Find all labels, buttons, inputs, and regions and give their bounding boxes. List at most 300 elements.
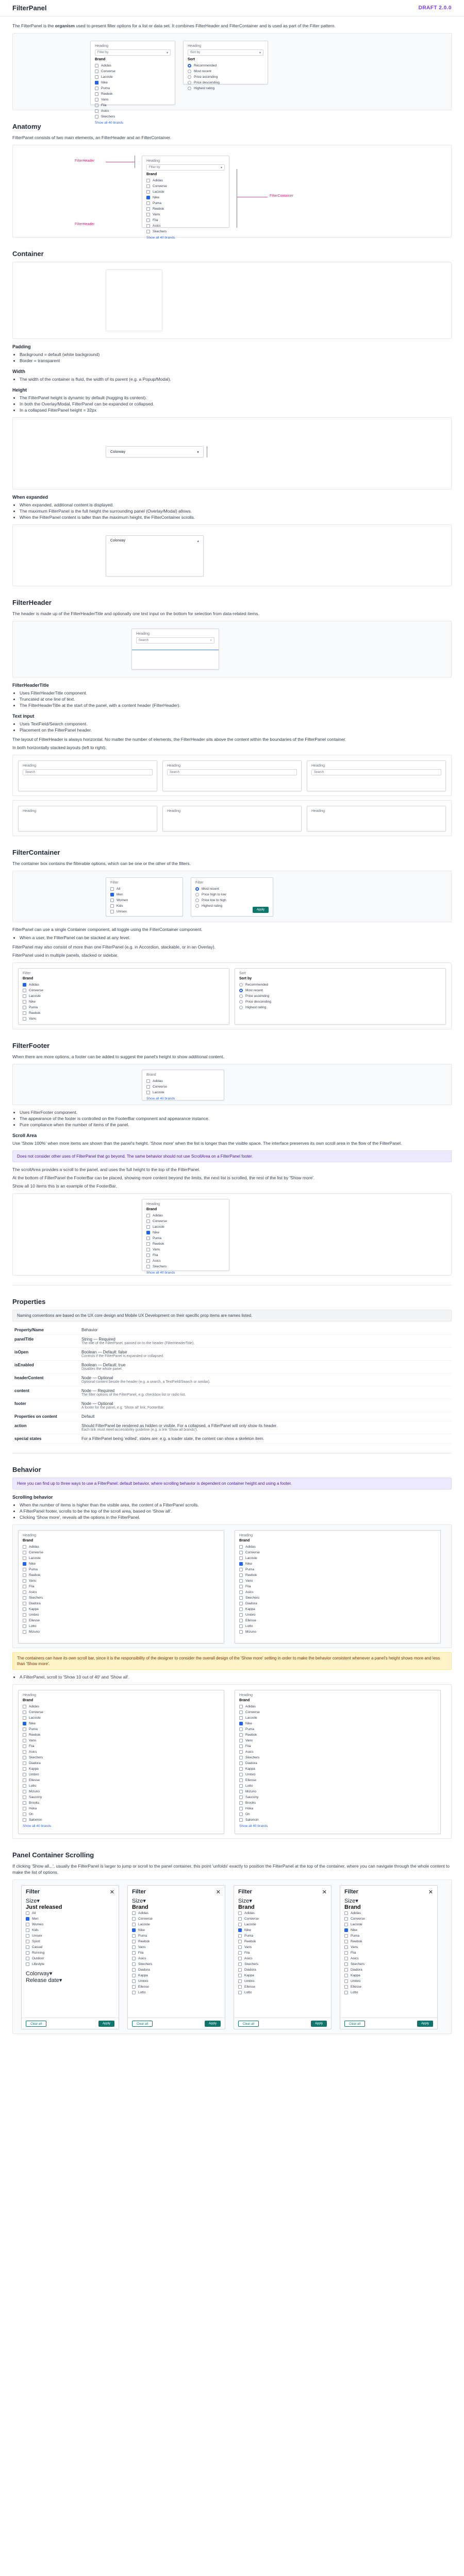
checkbox[interactable]: [23, 1568, 26, 1571]
clear-all-button[interactable]: Clear all: [26, 2021, 46, 2027]
checkbox[interactable]: [23, 1017, 26, 1021]
checkbox-item[interactable]: [239, 1612, 436, 1618]
size-select[interactable]: Size▾: [238, 1898, 252, 1904]
checkbox-item[interactable]: [146, 1235, 225, 1241]
checkbox[interactable]: [344, 1945, 348, 1949]
checkbox-item[interactable]: [132, 1939, 221, 1944]
checkbox-item[interactable]: [146, 189, 225, 195]
checkbox-item[interactable]: [146, 1264, 225, 1269]
radio-button[interactable]: [188, 81, 191, 84]
checkbox[interactable]: [110, 893, 114, 896]
checkbox-item[interactable]: [23, 1612, 220, 1618]
checkbox-item[interactable]: [239, 1783, 436, 1789]
checkbox-item[interactable]: [146, 1078, 220, 1084]
checkbox[interactable]: [344, 1923, 348, 1926]
checkbox-item[interactable]: [239, 1704, 436, 1709]
checkbox[interactable]: [239, 1613, 243, 1617]
checkbox-item[interactable]: [344, 1939, 433, 1944]
checkbox-item[interactable]: [239, 1601, 436, 1606]
checkbox-item[interactable]: [238, 1956, 327, 1961]
checkbox-item[interactable]: [344, 1910, 433, 1916]
checkbox[interactable]: [238, 1974, 242, 1977]
radio-button[interactable]: [239, 989, 243, 992]
checkbox-item[interactable]: [239, 1623, 436, 1629]
checkbox-item[interactable]: [23, 1561, 220, 1567]
checkbox[interactable]: [23, 1784, 26, 1788]
checkbox[interactable]: [23, 1619, 26, 1622]
checkbox[interactable]: [146, 190, 150, 194]
size-select[interactable]: Size▾: [26, 1898, 40, 1904]
apply-button[interactable]: Apply: [98, 2021, 114, 2027]
checkbox-item[interactable]: [23, 1806, 220, 1811]
checkbox-item[interactable]: [238, 1950, 327, 1956]
checkbox[interactable]: [95, 87, 98, 90]
checkbox-item[interactable]: [239, 1629, 436, 1635]
show-more-link[interactable]: Show all 40 brands: [239, 1824, 268, 1828]
checkbox-item[interactable]: [146, 1218, 225, 1224]
checkbox-item[interactable]: [146, 1213, 225, 1218]
radio-button[interactable]: [195, 899, 199, 902]
checkbox[interactable]: [132, 1962, 136, 1966]
checkbox-item[interactable]: [110, 892, 178, 897]
checkbox[interactable]: [26, 1911, 29, 1915]
checkbox[interactable]: [23, 1596, 26, 1600]
checkbox[interactable]: [23, 1739, 26, 1742]
checkbox-item[interactable]: [23, 1005, 225, 1010]
checkbox[interactable]: [23, 1744, 26, 1748]
checkbox-item[interactable]: [23, 993, 225, 999]
checkbox[interactable]: [146, 1231, 150, 1234]
checkbox[interactable]: [23, 1585, 26, 1588]
checkbox-item[interactable]: [239, 1589, 436, 1595]
close-icon[interactable]: ✕: [109, 1889, 114, 1895]
checkbox-item[interactable]: [239, 1550, 436, 1555]
filter-select[interactable]: Filter by ▾: [95, 49, 171, 56]
checkbox-item[interactable]: [95, 103, 171, 108]
checkbox[interactable]: [239, 1585, 243, 1588]
checkbox[interactable]: [146, 230, 150, 233]
checkbox-item[interactable]: [26, 1927, 114, 1933]
checkbox-item[interactable]: [23, 1738, 220, 1743]
checkbox[interactable]: [239, 1739, 243, 1742]
radio-button[interactable]: [188, 75, 191, 79]
checkbox[interactable]: [23, 1556, 26, 1560]
checkbox-item[interactable]: [239, 1732, 436, 1738]
checkbox[interactable]: [95, 104, 98, 107]
checkbox[interactable]: [238, 1945, 242, 1949]
checkbox[interactable]: [238, 1962, 242, 1966]
checkbox[interactable]: [110, 904, 114, 908]
radio-item[interactable]: [188, 63, 263, 69]
radio-item[interactable]: [239, 999, 441, 1005]
checkbox-item[interactable]: [146, 183, 225, 189]
checkbox[interactable]: [344, 1911, 348, 1915]
checkbox-item[interactable]: [146, 1247, 225, 1252]
checkbox-item[interactable]: [239, 1544, 436, 1550]
checkbox[interactable]: [23, 1011, 26, 1015]
checkbox[interactable]: [344, 1985, 348, 1989]
checkbox-item[interactable]: [344, 1961, 433, 1967]
checkbox[interactable]: [95, 115, 98, 118]
checkbox-item[interactable]: [239, 1618, 436, 1623]
checkbox-item[interactable]: [344, 1984, 433, 1990]
checkbox[interactable]: [146, 1242, 150, 1246]
checkbox[interactable]: [239, 1551, 243, 1554]
checkbox-item[interactable]: [23, 1772, 220, 1777]
checkbox-item[interactable]: [95, 86, 171, 91]
checkbox-item[interactable]: [23, 1732, 220, 1738]
checkbox-item[interactable]: [344, 1967, 433, 1973]
checkbox[interactable]: [23, 1773, 26, 1776]
checkbox-item[interactable]: [23, 1789, 220, 1794]
checkbox[interactable]: [23, 1624, 26, 1628]
checkbox-item[interactable]: [239, 1800, 436, 1806]
checkbox[interactable]: [110, 910, 114, 913]
checkbox-item[interactable]: [132, 1927, 221, 1933]
checkbox-item[interactable]: [110, 909, 178, 914]
checkbox-item[interactable]: [344, 1950, 433, 1956]
checkbox-item[interactable]: [239, 1794, 436, 1800]
show-more-link[interactable]: Show all 40 brands: [146, 236, 175, 240]
checkbox[interactable]: [23, 1573, 26, 1577]
checkbox[interactable]: [239, 1573, 243, 1577]
checkbox[interactable]: [344, 1974, 348, 1977]
checkbox-item[interactable]: [239, 1578, 436, 1584]
checkbox[interactable]: [146, 1085, 150, 1089]
checkbox-item[interactable]: [146, 1258, 225, 1264]
checkbox-item[interactable]: [110, 886, 178, 892]
checkbox[interactable]: [23, 1761, 26, 1765]
checkbox-item[interactable]: [23, 1755, 220, 1760]
checkbox[interactable]: [146, 1265, 150, 1268]
checkbox-item[interactable]: [23, 1629, 220, 1635]
checkbox[interactable]: [95, 70, 98, 73]
checkbox-item[interactable]: [132, 1956, 221, 1961]
checkbox-item[interactable]: [239, 1789, 436, 1794]
search-input[interactable]: Search: [23, 769, 153, 775]
checkbox-item[interactable]: [23, 1800, 220, 1806]
checkbox[interactable]: [344, 1934, 348, 1938]
checkbox-item[interactable]: [23, 1721, 220, 1726]
checkbox-item[interactable]: [132, 1922, 221, 1927]
checkbox[interactable]: [238, 1917, 242, 1921]
radio-button[interactable]: [239, 1006, 243, 1009]
checkbox[interactable]: [238, 1923, 242, 1926]
checkbox-item[interactable]: [23, 988, 225, 993]
checkbox-item[interactable]: [344, 1978, 433, 1984]
checkbox[interactable]: [239, 1710, 243, 1714]
collapsed-panel[interactable]: [106, 446, 204, 457]
checkbox[interactable]: [95, 92, 98, 96]
checkbox-item[interactable]: [239, 1555, 436, 1561]
checkbox[interactable]: [239, 1807, 243, 1810]
checkbox[interactable]: [23, 1818, 26, 1822]
checkbox-item[interactable]: [132, 1950, 221, 1956]
checkbox-item[interactable]: [238, 1939, 327, 1944]
checkbox[interactable]: [146, 196, 150, 199]
checkbox[interactable]: [23, 1727, 26, 1731]
checkbox-item[interactable]: [95, 69, 171, 74]
checkbox[interactable]: [132, 1934, 136, 1938]
checkbox-item[interactable]: [146, 206, 225, 212]
checkbox[interactable]: [344, 1991, 348, 1994]
checkbox-item[interactable]: [23, 1704, 220, 1709]
checkbox-item[interactable]: [239, 1777, 436, 1783]
checkbox-item[interactable]: [239, 1606, 436, 1612]
checkbox[interactable]: [239, 1795, 243, 1799]
checkbox-item[interactable]: [239, 1811, 436, 1817]
checkbox[interactable]: [23, 1551, 26, 1554]
checkbox-item[interactable]: [23, 1572, 220, 1578]
checkbox-item[interactable]: [23, 982, 225, 988]
checkbox-item[interactable]: [95, 74, 171, 80]
checkbox-item[interactable]: [239, 1584, 436, 1589]
checkbox-item[interactable]: [238, 1922, 327, 1927]
checkbox[interactable]: [239, 1619, 243, 1622]
size-select[interactable]: Size▾: [132, 1898, 146, 1904]
checkbox-item[interactable]: [23, 1623, 220, 1629]
checkbox-item[interactable]: [146, 195, 225, 200]
checkbox-item[interactable]: [23, 1606, 220, 1612]
checkbox[interactable]: [23, 1613, 26, 1617]
checkbox-item[interactable]: [146, 1224, 225, 1230]
checkbox[interactable]: [239, 1556, 243, 1560]
apply-button[interactable]: Apply: [311, 2021, 327, 2027]
checkbox[interactable]: [23, 1767, 26, 1771]
radio-item[interactable]: [195, 897, 269, 903]
checkbox-item[interactable]: [23, 1811, 220, 1817]
checkbox-item[interactable]: [23, 1766, 220, 1772]
checkbox[interactable]: [23, 1807, 26, 1810]
checkbox-item[interactable]: [146, 1241, 225, 1247]
checkbox-item[interactable]: [23, 1595, 220, 1601]
checkbox-item[interactable]: [132, 1916, 221, 1922]
checkbox[interactable]: [23, 1778, 26, 1782]
checkbox[interactable]: [95, 109, 98, 113]
checkbox[interactable]: [146, 184, 150, 188]
checkbox[interactable]: [132, 1974, 136, 1977]
checkbox-item[interactable]: [132, 1944, 221, 1950]
checkbox[interactable]: [146, 1259, 150, 1263]
checkbox-item[interactable]: [132, 1978, 221, 1984]
checkbox-item[interactable]: [239, 1766, 436, 1772]
checkbox-item[interactable]: [95, 108, 171, 114]
checkbox-item[interactable]: [23, 1743, 220, 1749]
checkbox[interactable]: [239, 1784, 243, 1788]
checkbox-item[interactable]: [146, 200, 225, 206]
search-input[interactable]: Search: [311, 769, 441, 775]
apply-button[interactable]: Apply: [253, 907, 269, 913]
checkbox[interactable]: [132, 1991, 136, 1994]
checkbox[interactable]: [239, 1722, 243, 1725]
checkbox[interactable]: [238, 1951, 242, 1955]
checkbox[interactable]: [132, 1951, 136, 1955]
checkbox[interactable]: [239, 1579, 243, 1583]
checkbox[interactable]: [26, 1962, 29, 1966]
checkbox[interactable]: [146, 213, 150, 216]
checkbox-item[interactable]: [344, 1922, 433, 1927]
clear-all-button[interactable]: Clear all: [344, 2021, 365, 2027]
checkbox-item[interactable]: [23, 1589, 220, 1595]
checkbox[interactable]: [344, 1979, 348, 1983]
checkbox[interactable]: [26, 1917, 29, 1921]
checkbox[interactable]: [132, 1940, 136, 1943]
checkbox[interactable]: [26, 1945, 29, 1949]
checkbox[interactable]: [238, 1957, 242, 1960]
checkbox-item[interactable]: [23, 1544, 220, 1550]
checkbox-item[interactable]: [344, 1944, 433, 1950]
checkbox[interactable]: [23, 1607, 26, 1611]
checkbox-item[interactable]: [238, 1944, 327, 1950]
checkbox[interactable]: [132, 1917, 136, 1921]
checkbox[interactable]: [146, 1079, 150, 1083]
checkbox[interactable]: [26, 1940, 29, 1943]
checkbox[interactable]: [239, 1744, 243, 1748]
checkbox[interactable]: [344, 1957, 348, 1960]
checkbox-item[interactable]: [95, 91, 171, 97]
checkbox-item[interactable]: [146, 1252, 225, 1258]
checkbox[interactable]: [26, 1951, 29, 1955]
checkbox-item[interactable]: [23, 1555, 220, 1561]
checkbox-item[interactable]: [23, 1016, 225, 1022]
checkbox[interactable]: [23, 1630, 26, 1634]
checkbox-item[interactable]: [23, 1794, 220, 1800]
checkbox-item[interactable]: [239, 1561, 436, 1567]
checkbox-item[interactable]: [146, 178, 225, 183]
checkbox[interactable]: [132, 1985, 136, 1989]
checkbox-item[interactable]: [26, 1944, 114, 1950]
expanded-panel[interactable]: [106, 535, 204, 577]
checkbox-item[interactable]: [23, 1550, 220, 1555]
checkbox[interactable]: [23, 989, 26, 992]
checkbox[interactable]: [146, 201, 150, 205]
checkbox[interactable]: [239, 1818, 243, 1822]
checkbox-item[interactable]: [23, 1749, 220, 1755]
close-icon[interactable]: ✕: [322, 1889, 327, 1895]
checkbox[interactable]: [239, 1568, 243, 1571]
checkbox[interactable]: [238, 1934, 242, 1938]
checkbox[interactable]: [239, 1761, 243, 1765]
checkbox[interactable]: [26, 1934, 29, 1938]
checkbox-item[interactable]: [110, 903, 178, 909]
checkbox-item[interactable]: [23, 1584, 220, 1589]
checkbox-item[interactable]: [23, 1760, 220, 1766]
checkbox[interactable]: [344, 1940, 348, 1943]
checkbox-item[interactable]: [95, 63, 171, 69]
checkbox-item[interactable]: [238, 1990, 327, 1995]
checkbox-item[interactable]: [146, 1230, 225, 1235]
checkbox[interactable]: [239, 1607, 243, 1611]
checkbox-item[interactable]: [23, 999, 225, 1005]
radio-item[interactable]: [239, 1005, 441, 1010]
checkbox[interactable]: [239, 1750, 243, 1754]
checkbox-item[interactable]: [239, 1755, 436, 1760]
checkbox[interactable]: [23, 1801, 26, 1805]
checkbox-item[interactable]: [23, 1709, 220, 1715]
checkbox[interactable]: [239, 1801, 243, 1805]
checkbox-item[interactable]: [239, 1806, 436, 1811]
radio-item[interactable]: [239, 982, 441, 988]
checkbox-item[interactable]: [132, 1961, 221, 1967]
checkbox[interactable]: [239, 1790, 243, 1793]
checkbox-item[interactable]: [23, 1618, 220, 1623]
show-more-link[interactable]: Show all 40 brands: [23, 1824, 52, 1828]
checkbox-item[interactable]: [344, 1990, 433, 1995]
checkbox[interactable]: [239, 1773, 243, 1776]
checkbox[interactable]: [344, 1928, 348, 1932]
checkbox-item[interactable]: [132, 1933, 221, 1939]
close-icon[interactable]: ✕: [428, 1889, 433, 1895]
checkbox-item[interactable]: [238, 1927, 327, 1933]
checkbox-item[interactable]: [95, 97, 171, 103]
checkbox[interactable]: [23, 1602, 26, 1605]
checkbox-item[interactable]: [239, 1760, 436, 1766]
radio-button[interactable]: [239, 1000, 243, 1004]
checkbox[interactable]: [95, 98, 98, 101]
checkbox[interactable]: [23, 983, 26, 987]
checkbox-item[interactable]: [23, 1601, 220, 1606]
checkbox-item[interactable]: [26, 1933, 114, 1939]
checkbox[interactable]: [23, 1705, 26, 1708]
checkbox-item[interactable]: [132, 1967, 221, 1973]
checkbox[interactable]: [239, 1716, 243, 1720]
checkbox[interactable]: [26, 1957, 29, 1960]
checkbox-item[interactable]: [238, 1910, 327, 1916]
checkbox[interactable]: [238, 1940, 242, 1943]
checkbox-item[interactable]: [132, 1990, 221, 1995]
checkbox[interactable]: [95, 75, 98, 79]
checkbox[interactable]: [23, 1579, 26, 1583]
checkbox[interactable]: [239, 1562, 243, 1566]
checkbox[interactable]: [110, 887, 114, 891]
checkbox-item[interactable]: [146, 223, 225, 229]
checkbox-item[interactable]: [238, 1978, 327, 1984]
checkbox[interactable]: [239, 1602, 243, 1605]
checkbox-item[interactable]: [239, 1567, 436, 1572]
radio-item[interactable]: [188, 69, 263, 74]
checkbox-item[interactable]: [344, 1973, 433, 1978]
checkbox-item[interactable]: [146, 217, 225, 223]
checkbox-item[interactable]: [344, 1933, 433, 1939]
checkbox-item[interactable]: [23, 1010, 225, 1016]
checkbox-item[interactable]: [23, 1726, 220, 1732]
radio-item[interactable]: [195, 892, 269, 897]
checkbox[interactable]: [344, 1951, 348, 1955]
apply-button[interactable]: Apply: [205, 2021, 221, 2027]
checkbox-item[interactable]: [239, 1595, 436, 1601]
checkbox[interactable]: [23, 994, 26, 998]
checkbox[interactable]: [238, 1985, 242, 1989]
clear-all-button[interactable]: Clear all: [132, 2021, 153, 2027]
checkbox[interactable]: [23, 1716, 26, 1720]
radio-item[interactable]: [239, 988, 441, 993]
show-more-link[interactable]: Show all 40 brands: [146, 1271, 175, 1275]
checkbox[interactable]: [23, 1562, 26, 1566]
filter-select[interactable]: Filter by ▾: [146, 164, 225, 171]
checkbox[interactable]: [239, 1778, 243, 1782]
checkbox-item[interactable]: [344, 1927, 433, 1933]
checkbox[interactable]: [146, 1253, 150, 1257]
radio-button[interactable]: [188, 87, 191, 90]
checkbox[interactable]: [23, 1545, 26, 1549]
checkbox[interactable]: [239, 1596, 243, 1600]
show-more-link[interactable]: Show all 40 brands: [95, 121, 124, 125]
checkbox-item[interactable]: [26, 1939, 114, 1944]
apply-button[interactable]: Apply: [417, 2021, 433, 2027]
radio-button[interactable]: [188, 70, 191, 73]
radio-item[interactable]: [188, 80, 263, 86]
radio-button[interactable]: [239, 983, 243, 987]
